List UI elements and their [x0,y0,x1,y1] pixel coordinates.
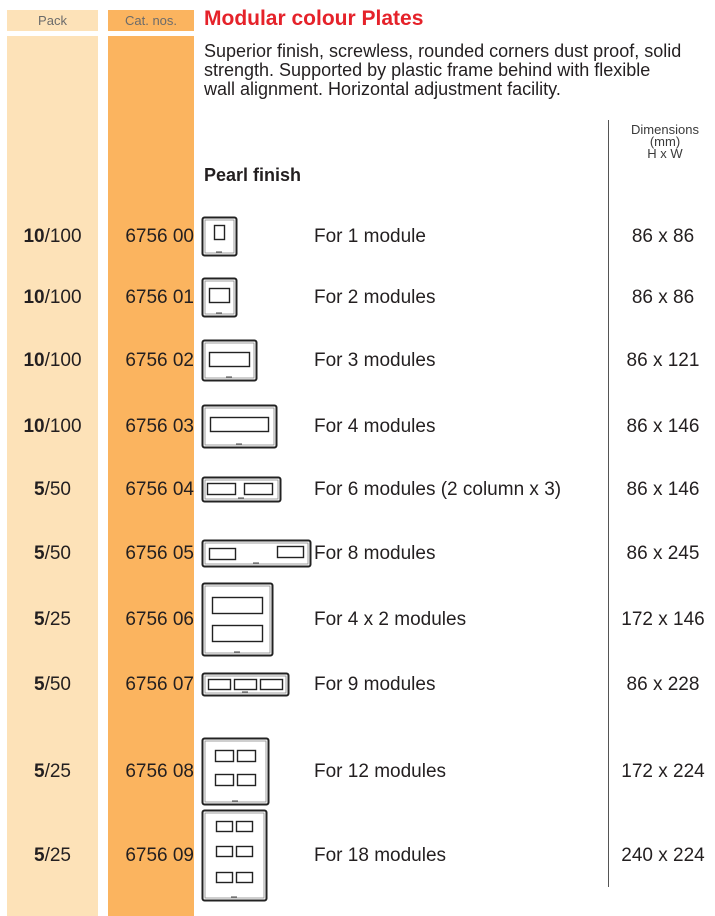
module-description: For 6 modules (2 column x 3) [314,479,562,500]
plate-drawing [201,737,271,807]
pack-quantity [7,404,98,450]
plate-outline [203,739,269,805]
module-description: For 12 modules [314,761,447,782]
pack-quantity [7,467,98,513]
pack-quantity [7,214,98,260]
table-row [0,275,715,321]
table-row [0,338,715,384]
module-description: For 2 modules [314,287,436,308]
pack-primary: 10 [23,287,45,308]
pack-quantity [7,338,98,384]
module-description: For 4 x 2 modules [314,609,467,630]
module-description: For 9 modules [314,674,436,695]
module-description: For 1 module [314,226,426,247]
pack-quantity [7,749,98,795]
page-title: Modular colour Plates [204,7,424,30]
pack-primary: 10 [23,350,45,371]
dimension-value: 86 x 121 [626,350,700,371]
plate-drawing [201,539,313,569]
module-window [235,680,257,690]
module-window [213,626,263,642]
module-description: For 3 modules [314,350,436,371]
pack-primary: 5 [34,543,45,564]
catalogue-number: 6756 00 [125,226,194,247]
plate-4-modules-icon [201,404,279,455]
catalogue-number: 6756 05 [125,543,194,564]
pack-secondary: /100 [44,416,82,437]
plate-12-modules-icon [201,737,271,812]
plate-drawing [201,476,283,504]
pack-secondary: /25 [44,845,71,866]
dimensions-header-unit: (mm) [649,134,681,149]
plate-drawing [201,216,239,258]
catalogue-number: 6756 06 [125,609,194,630]
pack-quantity [7,833,98,879]
module-window [217,822,233,832]
module-window [209,680,231,690]
pack-primary: 5 [34,674,45,695]
table-row [0,597,715,643]
product-description: Superior finish, screwless, rounded corners dust proof, solid strength. Supported by plastic frame behind with flexible wall alignment. Horizontal adjustment facility. [204,41,682,99]
pack-primary: 5 [34,845,45,866]
module-window [237,873,253,883]
table-row [0,662,715,708]
catalogue-number: 6756 03 [125,416,194,437]
plate-drawing [201,339,259,383]
dimensions-header-title: Dimensions [631,122,699,137]
catalogue-column-header: Cat. nos. [108,10,194,31]
module-description: For 18 modules [314,845,447,866]
module-window [278,547,304,558]
pack-secondary: /100 [44,350,82,371]
table-row [0,404,715,450]
module-window [217,847,233,857]
plate-6-modules-icon [201,476,283,509]
pack-secondary: /25 [44,609,71,630]
module-window [213,598,263,614]
catalogue-number: 6756 04 [125,479,194,500]
module-window [210,353,250,367]
module-window [210,289,230,303]
pack-secondary: /50 [44,674,71,695]
pack-primary: 5 [34,609,45,630]
dimensions-header [617,124,713,160]
catalogue-number: 6756 02 [125,350,194,371]
plate-drawing [201,404,279,450]
table-row [0,214,715,260]
dimension-value: 240 x 224 [621,845,705,866]
module-window [245,484,273,495]
pack-primary: 10 [23,416,45,437]
plate-18-modules-icon [201,809,269,908]
dimension-value: 172 x 224 [621,761,705,782]
module-window [237,822,253,832]
dimension-value: 86 x 86 [631,287,695,308]
plate-8-modules-icon [201,539,313,574]
plate-drawing [201,809,269,903]
dimension-value: 86 x 146 [626,479,700,500]
plate-3-modules-icon [201,339,259,388]
plate-2-modules-icon [201,277,239,324]
module-window [217,873,233,883]
module-window [211,418,269,432]
dimensions-header-format: H x W [647,146,683,161]
module-description: For 4 modules [314,416,436,437]
pack-quantity [7,531,98,577]
module-description: For 8 modules [314,543,436,564]
pack-primary: 10 [23,226,45,247]
catalogue-number: 6756 09 [125,845,194,866]
plate-1-module-icon [201,216,239,263]
dimension-value: 86 x 146 [626,416,700,437]
plate-drawing [201,277,239,319]
module-window [215,226,225,240]
finish-subheading: Pearl finish [204,165,302,185]
module-window [216,775,234,786]
pack-primary: 5 [34,761,45,782]
pack-primary: 5 [34,479,45,500]
dimension-value: 86 x 86 [631,226,695,247]
catalogue-number: 6756 01 [125,287,194,308]
module-window [238,775,256,786]
pack-secondary: /100 [44,287,82,308]
plate-drawing [201,672,291,698]
plate-4x2-modules-icon [201,582,275,663]
pack-quantity [7,275,98,321]
module-window [216,751,234,762]
pack-column-header: Pack [7,10,98,31]
plate-drawing [201,582,275,658]
plate-outline [203,811,267,901]
plate-outline [203,584,273,656]
catalogue-number: 6756 08 [125,761,194,782]
dimension-value: 86 x 228 [626,674,700,695]
catalogue-number: 6756 07 [125,674,194,695]
module-window [210,549,236,560]
pack-secondary: /100 [44,226,82,247]
module-window [238,751,256,762]
plate-9-modules-icon [201,672,291,703]
pack-secondary: /50 [44,479,71,500]
dimension-value: 86 x 245 [626,543,700,564]
pack-quantity [7,597,98,643]
table-row [0,531,715,577]
pack-quantity [7,662,98,708]
pack-secondary: /25 [44,761,71,782]
module-window [261,680,283,690]
pack-secondary: /50 [44,543,71,564]
module-window [237,847,253,857]
dimension-value: 172 x 146 [621,609,705,630]
table-row [0,749,715,795]
table-row [0,467,715,513]
module-window [208,484,236,495]
table-row [0,833,715,879]
